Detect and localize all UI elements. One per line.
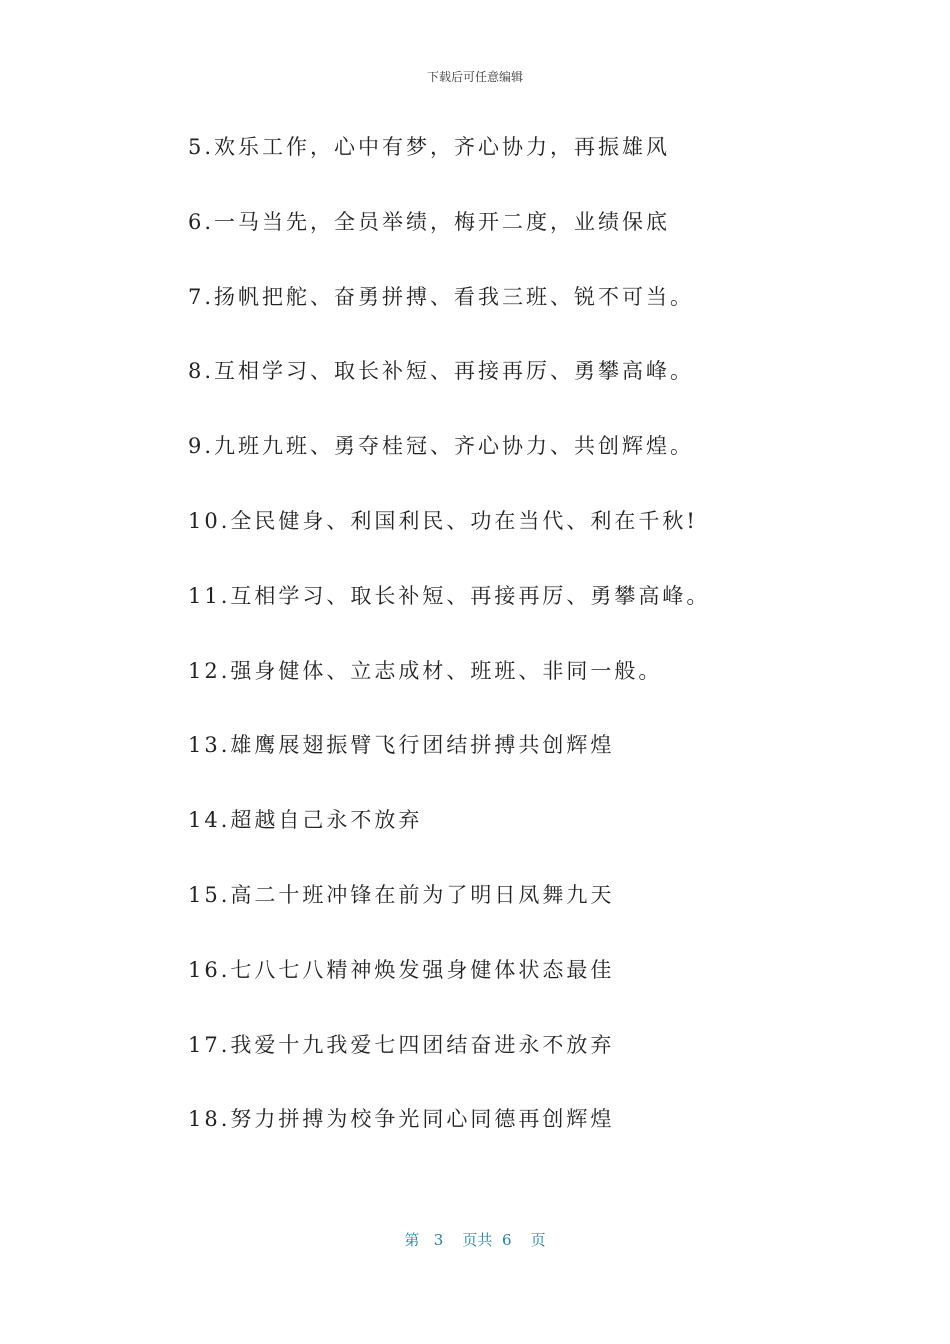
list-item: 16.七八七八精神焕发强身健体状态最佳 [188,957,615,982]
footer-suffix: 页 [530,1231,546,1249]
list-item: 11.互相学习、取长补短、再接再厉、勇攀高峰。 [188,583,711,608]
list-item: 13.雄鹰展翅振臂飞行团结拼搏共创辉煌 [188,733,615,758]
page-header: 下载后可任意编辑 [426,70,523,84]
total-pages-number: 6 [501,1231,512,1249]
slogan-list [188,126,888,1173]
page-footer [0,1229,950,1250]
list-item: 15.高二十班冲锋在前为了明日凤舞九天 [188,882,615,907]
list-item: 5.欢乐工作，心中有梦，齐心协力，再振雄风 [188,135,671,159]
current-page-number: 3 [433,1231,444,1249]
footer-prefix: 第 [404,1231,420,1249]
list-item: 8.互相学习、取长补短、再接再厉、勇攀高峰。 [188,359,695,384]
list-item: 12.强身健体、立志成材、班班、非同一般。 [188,658,663,683]
list-item: 10.全民健身、利国利民、功在当代、利在千秋! [188,508,698,533]
list-item: 17.我爱十九我爱七四团结奋进永不放弃 [188,1032,615,1057]
footer-middle: 页共 [462,1231,493,1249]
list-item: 14.超越自己永不放弃 [188,808,423,833]
list-item: 6.一马当先，全员举绩，梅开二度，业绩保底 [188,209,671,234]
list-item: 18.努力拼搏为校争光同心同德再创辉煌 [188,1107,615,1132]
list-item: 7.扬帆把舵、奋勇拼搏、看我三班、锐不可当。 [188,284,695,309]
list-item: 9.九班九班、勇夺桂冠、齐心协力、共创辉煌。 [188,434,695,459]
